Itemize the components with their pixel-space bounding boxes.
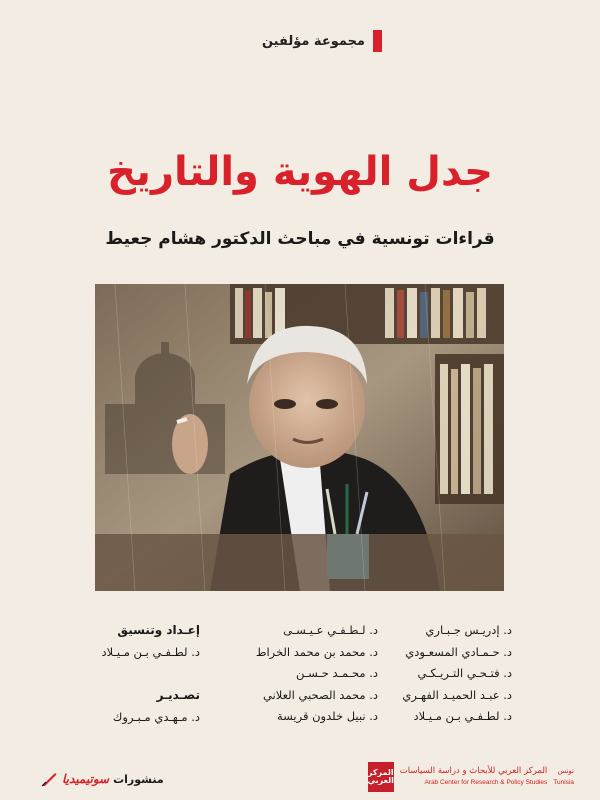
- preface-name: د. مـهـدي مـبـروك: [112, 709, 200, 724]
- book-subtitle: قراءات تونسية في مباحث الدكتور هشام جعيط: [105, 229, 495, 249]
- contributor-name: د. محمد الصحبي العلاني: [262, 687, 378, 702]
- center-name-ar: المركز العربي للأبحاث و دراسة السياسات: [399, 766, 548, 776]
- book-title: جدل الهوية والتاريخ: [107, 149, 493, 195]
- quill-icon: [40, 770, 58, 788]
- series-header: [262, 30, 382, 52]
- research-center-mark: [368, 762, 578, 792]
- author-photo: [95, 284, 504, 591]
- center-name-en: Arab Center for Research & Policy Studies: [424, 779, 548, 786]
- roles-column: [102, 620, 201, 728]
- city-label: [553, 765, 574, 789]
- contributor-name: د. نبيل خلدون قريسة: [276, 709, 378, 723]
- center-name: [400, 765, 548, 789]
- contributors-column-middle: [256, 620, 378, 728]
- coordination-heading: إعـداد وتنسيق: [117, 623, 200, 637]
- contributor-name: د. لـطـفـي عـيـسـى: [283, 623, 378, 637]
- center-logo-icon: [368, 762, 394, 792]
- contributor-name: د. لطـفـي بـن مـيـلاد: [413, 709, 512, 723]
- coordination-name: د. لطـفـي بـن مـيـلاد: [101, 644, 200, 659]
- contributor-name: د. محمد بن محمد الخراط: [255, 644, 378, 659]
- contributor-name: د. إدريـس جـبـاري: [425, 623, 512, 637]
- center-logo-text: المركز العربي: [367, 768, 394, 785]
- contributors-column-right: [402, 620, 512, 728]
- contributor-name: د. محـمـد حـسـن: [296, 666, 378, 680]
- city-en: Tunisia: [553, 779, 574, 786]
- preface-heading: تصـديـر: [156, 688, 200, 702]
- publisher-prefix: منشورات: [113, 772, 164, 786]
- series-label: مجموعة مؤلفين: [261, 33, 365, 49]
- red-accent-bar: [373, 30, 382, 52]
- contributor-name: د. فتـحـي التـريـكـي: [417, 666, 512, 680]
- city-ar: تونس: [557, 767, 574, 775]
- publisher-mark: [40, 770, 164, 788]
- contributor-name: د. حـمـادي المسعـودي: [405, 644, 512, 659]
- contributor-name: د. عبـد الحميـد الفهـري: [402, 687, 512, 702]
- publisher-name: سوتيميديا: [62, 772, 110, 786]
